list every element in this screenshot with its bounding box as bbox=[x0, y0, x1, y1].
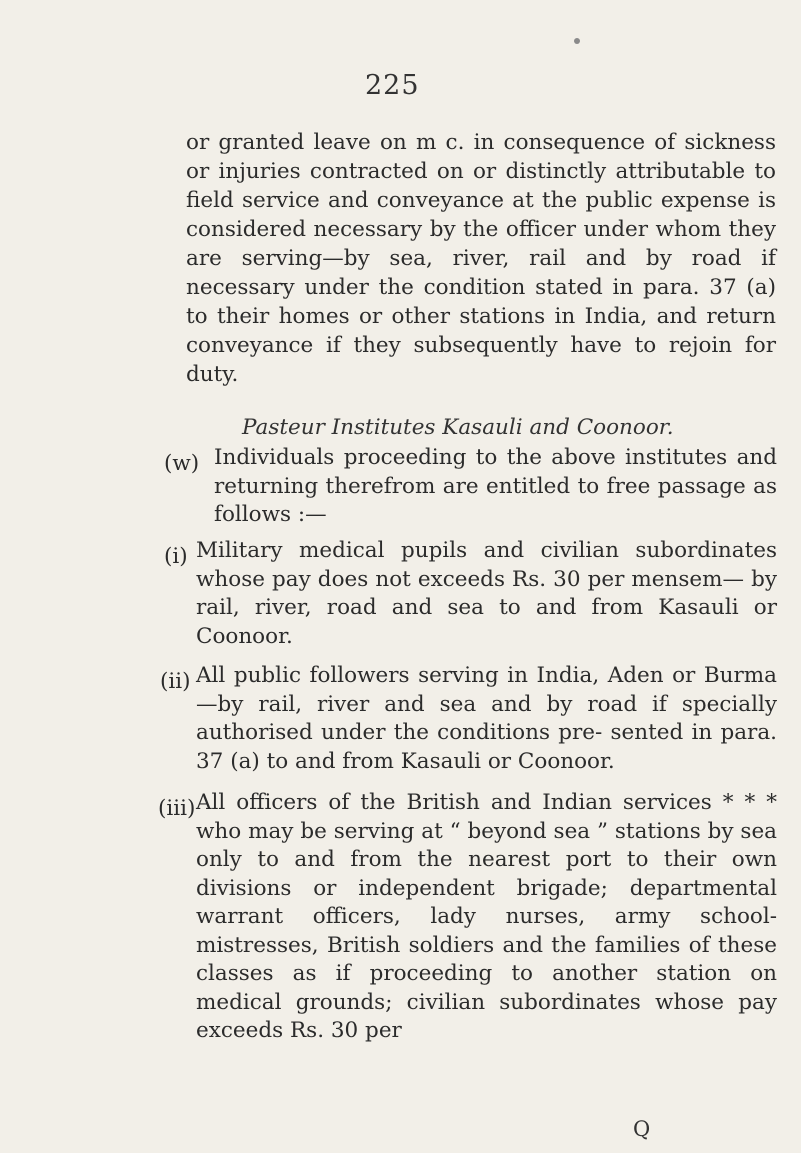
section-paragraph bbox=[214, 444, 777, 530]
item-label-ii: (ii) bbox=[160, 669, 191, 694]
list-item bbox=[196, 789, 777, 1046]
item-label-iii: (iii) bbox=[158, 796, 196, 821]
intro-paragraph bbox=[186, 128, 776, 389]
ink-speck bbox=[574, 38, 580, 44]
section-heading: Pasteur Institutes Kasauli and Coonoor. bbox=[242, 415, 674, 440]
page-number: 225 bbox=[365, 70, 420, 101]
section-label: (w) bbox=[164, 451, 200, 476]
item-text-iii: All officers of the British and Indian services * * * who may be serving at “ beyond sea ” stations by sea only to and from the nearest port to their own divisions or independent brigade; departmental warrant officers, lady nurses, army school-mistresses, British soldiers and the families of these classes as if proceeding to another station on medical grounds; civilian subordinates whose pay exceeds Rs. 30 per bbox=[196, 790, 777, 1043]
intro-text: or granted leave on m c. in consequence of sickness or injuries contracted on or distinctly attributable to field service and conveyance at the public expense is considered necessary by the officer under whom they are serving—by sea, river, rail and by road if necessary under the condition stated in para. 37 (a) to their homes or other stations in India, and return conveyance if they subsequently have to rejoin for duty. bbox=[186, 130, 776, 387]
list-item bbox=[196, 537, 777, 651]
item-label-i: (i) bbox=[164, 544, 188, 569]
list-item bbox=[196, 662, 777, 776]
item-text-ii: All public followers serving in India, Aden or Burma—by rail, river and sea and by road if specially authorised under the conditions pre- sented in para. 37 (a) to and from Kasauli or Coonoor. bbox=[196, 663, 777, 774]
section-text: Individuals proceeding to the above institutes and returning therefrom are entitled to free passage as follows :— bbox=[214, 445, 777, 527]
catchword: Q bbox=[633, 1117, 651, 1141]
item-text-i: Military medical pupils and civilian subordinates whose pay does not exceeds Rs. 30 per mensem— by rail, river, road and sea to and from Kasauli or Coonoor. bbox=[196, 538, 777, 649]
